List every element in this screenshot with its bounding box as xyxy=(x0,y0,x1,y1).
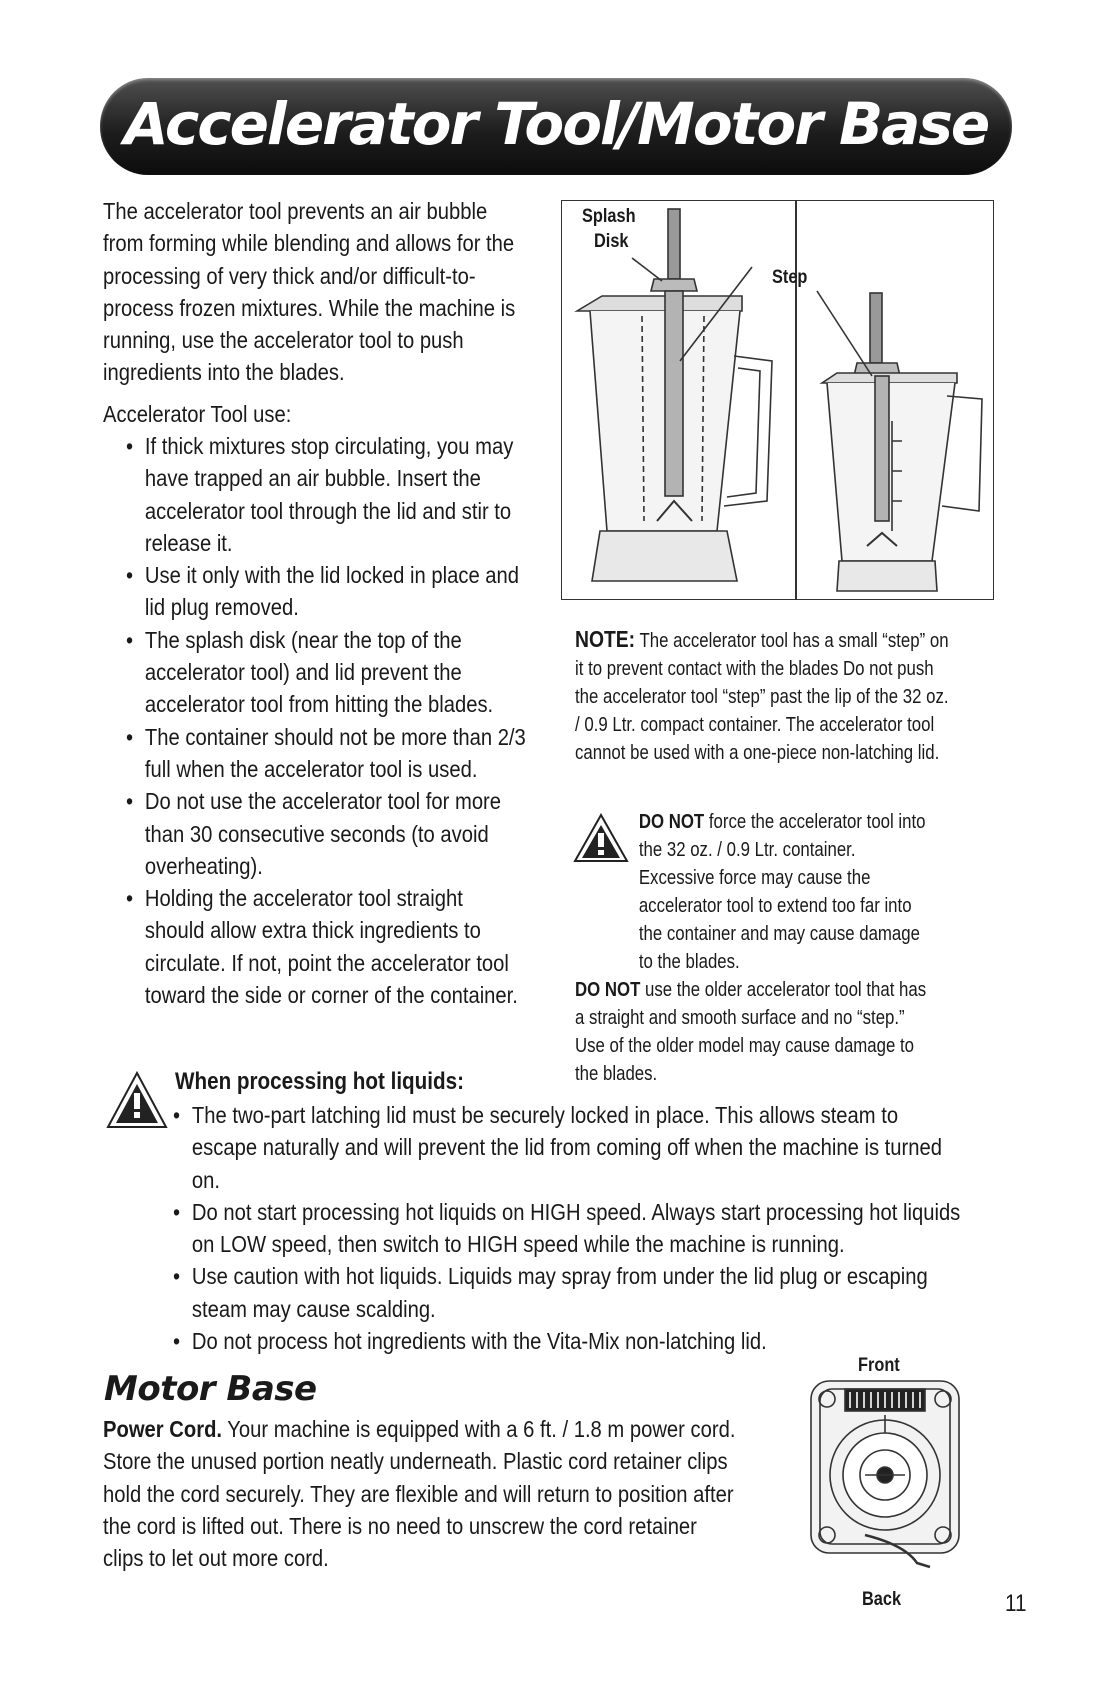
note-text: The accelerator tool has a small “step” on it to prevent contact with the blades Do not push the accelerator tool “step” past the lip of the 32 oz. / 0.9 Ltr. compact container. The accelerator tool cannot be used with a one-piece non-latching lid. xyxy=(575,630,949,764)
list-item: • The splash disk (near the top of the accelerator tool) and lid prevent the accelerator tool from hitting the blades. xyxy=(126,624,526,721)
power-cord-label: Power Cord. xyxy=(103,1416,223,1442)
warning-text-2: use the older accelerator tool that has a straight and smooth surface and no “step.” Use of the older model may cause damage to the blades. xyxy=(575,979,927,1085)
warning-triangle-icon xyxy=(106,1071,168,1129)
list-item: • Use caution with hot liquids. Liquids may spray from under the lid plug or escaping steam may cause scalding. xyxy=(173,1260,969,1325)
list-item: • Do not start processing hot liquids on HIGH speed. Always start processing hot liquids on LOW speed, then switch to HIGH speed while the machine is running. xyxy=(173,1196,969,1261)
warning-block xyxy=(575,808,953,1088)
note-block xyxy=(575,625,953,767)
front-label: Front xyxy=(858,1355,900,1376)
list-item: • The two-part latching lid must be securely locked in place. This allows steam to escape naturally and will prevent the lid from coming off when the machine is turned on. xyxy=(173,1099,969,1196)
list-item: • Do not process hot ingredients with the Vita-Mix non-latching lid. xyxy=(173,1325,969,1357)
intro-paragraph: The accelerator tool prevents an air bubble from forming while blending and allows for the processing of very thick and/or difficult-to-process frozen mixtures. While the machine is running, use the accelerator tool to push ingredients into the blades. xyxy=(103,198,516,386)
hot-liquids-list xyxy=(173,1099,969,1357)
usage-heading: Accelerator Tool use: xyxy=(103,401,292,427)
container-diagram-tall xyxy=(561,200,796,600)
do-not-label: DO NOT xyxy=(575,979,641,1001)
motor-base-heading: Motor Base xyxy=(104,1369,317,1409)
hot-liquids-heading: When processing hot liquids: xyxy=(175,1068,464,1095)
splash-label-line2: Disk xyxy=(594,231,629,252)
title-banner xyxy=(100,78,1012,175)
usage-list xyxy=(126,430,526,1011)
page-number: 11 xyxy=(1005,1590,1027,1617)
list-item: • The container should not be more than 2/3 full when the accelerator tool is used. xyxy=(126,721,526,786)
step-label: Step xyxy=(772,267,808,288)
do-not-label: DO NOT xyxy=(638,811,705,833)
motor-base-illustration xyxy=(805,1375,965,1570)
container-diagram-compact xyxy=(772,200,994,600)
page-title: Accelerator Tool/Motor Base xyxy=(123,90,989,158)
note-label: NOTE: xyxy=(575,626,636,652)
power-cord-paragraph xyxy=(103,1413,739,1574)
list-item: • Do not use the accelerator tool for more than 30 consecutive seconds (to avoid overheating). xyxy=(126,785,526,882)
tall-container-illustration xyxy=(562,201,795,599)
list-item: • If thick mixtures stop circulating, you may have trapped an air bubble. Insert the accelerator tool through the lid and stir to release it. xyxy=(126,430,526,559)
list-item: • Holding the accelerator tool straight should allow extra thick ingredients to circulate. If not, point the accelerator tool toward the side or corner of the container. xyxy=(126,882,526,1011)
list-item: • Use it only with the lid locked in place and lid plug removed. xyxy=(126,559,526,624)
power-cord-text: Your machine is equipped with a 6 ft. / 1.8 m power cord. Store the unused portion neatly underneath. Plastic cord retainer clips hold the cord securely. They are flexible and will return to position after the cord is lifted out. There is no need to unscrew the cord retainer clips to let out more cord. xyxy=(103,1416,736,1572)
splash-label-line1: Splash xyxy=(582,206,636,227)
warning-text-1: force the accelerator tool into the 32 oz. / 0.9 Ltr. container. Excessive force may cause the accelerator tool to extend too far into the container and may cause damage to the blades. xyxy=(638,811,926,973)
compact-container-illustration xyxy=(797,201,993,599)
back-label: Back xyxy=(862,1589,902,1610)
